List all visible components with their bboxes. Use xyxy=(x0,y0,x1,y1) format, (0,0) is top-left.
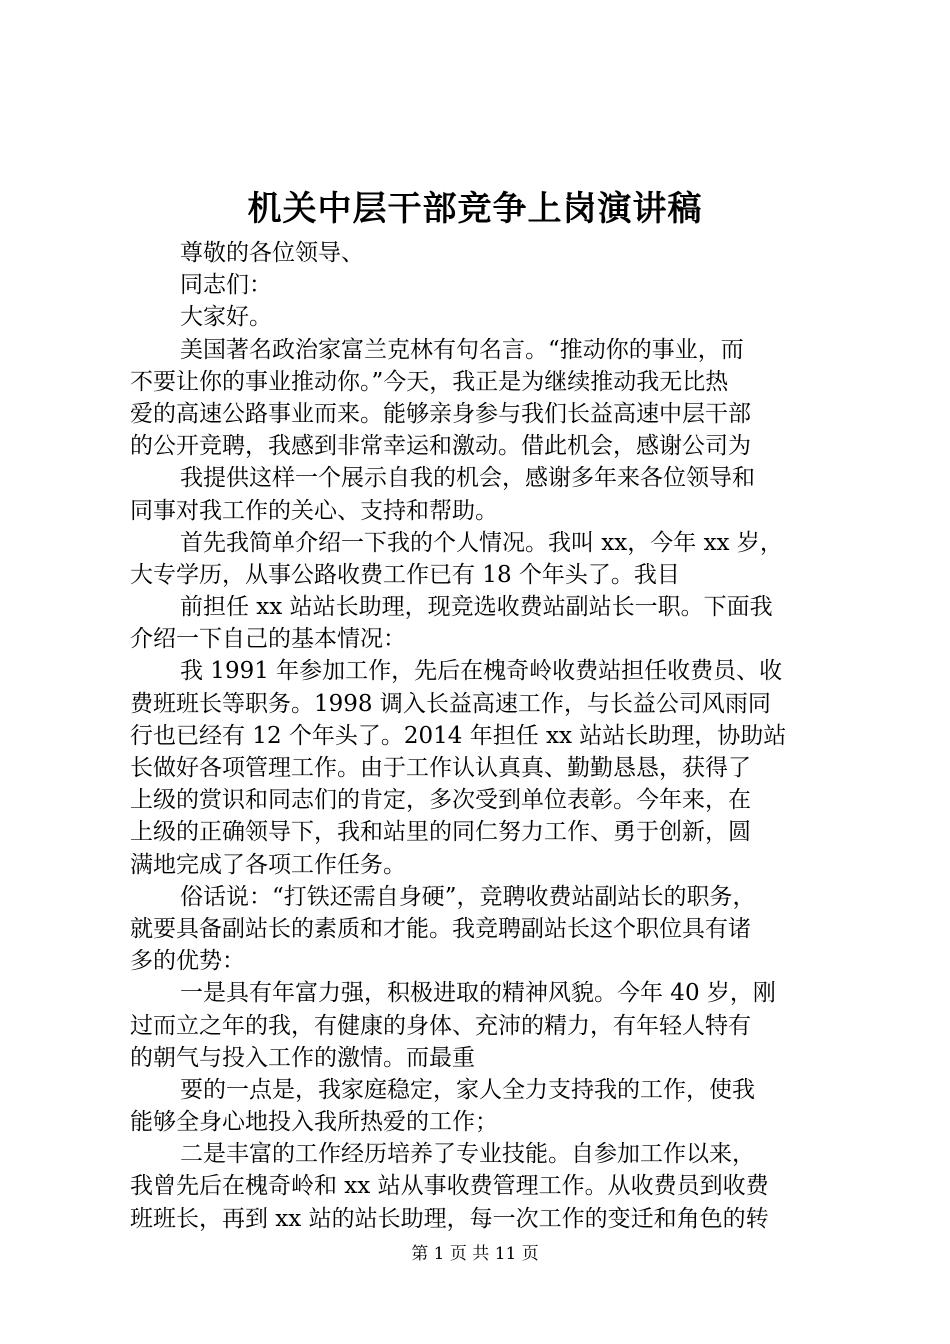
body-line: 俗话说：“打铁还需自身硬”，竞聘收费站副站长的职务， xyxy=(180,883,756,910)
body-line: 的朝气与投入工作的激情。而最重 xyxy=(130,1044,475,1071)
body-line: 过而立之年的我，有健康的身体、充沛的精力，有年轻人特有 xyxy=(130,1012,751,1039)
body-line: 同事对我工作的关心、支持和帮助。 xyxy=(130,497,498,524)
body-line: 一是具有年富力强，积极进取的精神风貌。今年 40 岁，刚 xyxy=(180,980,776,1007)
body-line: 班班长，再到 xx 站的站长助理，每一次工作的变迁和角色的转 xyxy=(130,1205,769,1232)
body-line: 长做好各项管理工作。由于工作认认真真、勤勤恳恳，获得了 xyxy=(130,755,751,781)
body-line: 介绍一下自己的基本情况： xyxy=(130,626,406,653)
body-line: 我 1991 年参加工作，先后在槐奇岭收费站担任收费员、收 xyxy=(180,658,783,685)
body-line: 我曾先后在槐奇岭和 xx 站从事收费管理工作。从收费员到收费 xyxy=(130,1173,769,1200)
body-line: 上级的正确领导下，我和站里的同仁努力工作、勇于创新，圆 xyxy=(130,819,751,846)
body-line: 不要让你的事业推动你。”今天，我正是为继续推动我无比热 xyxy=(130,368,729,395)
document-body xyxy=(130,237,830,1235)
body-line: 费班班长等职务。1998 调入长益高速工作，与长益公司风雨同 xyxy=(130,690,771,717)
body-line: 同志们： xyxy=(180,272,272,299)
page-footer: 第 1 页 共 11 页 xyxy=(411,1244,539,1264)
body-line: 多的优势： xyxy=(130,948,245,975)
body-line: 上级的赏识和同志们的肯定，多次受到单位表彰。今年来，在 xyxy=(130,787,751,814)
body-line: 美国著名政治家富兰克林有句名言。“推动你的事业，而 xyxy=(180,336,744,363)
body-line: 行也已经有 12 个年头了。2014 年担任 xx 站站长助理，协助站 xyxy=(130,722,787,749)
body-line: 大家好。 xyxy=(180,304,272,331)
body-line: 尊敬的各位领导、 xyxy=(180,240,364,266)
body-line: 爱的高速公路事业而来。能够亲身参与我们长益高速中层干部 xyxy=(130,400,751,427)
body-line: 前担任 xx 站站长助理，现竞选收费站副站长一职。下面我 xyxy=(180,594,773,621)
body-line: 满地完成了各项工作任务。 xyxy=(130,851,406,878)
body-line: 大专学历，从事公路收费工作已有 18 个年头了。我目 xyxy=(130,561,680,588)
body-line: 要的一点是，我家庭稳定，家人全力支持我的工作，使我 xyxy=(180,1076,755,1103)
body-line: 首先我简单介绍一下我的个人情况。我叫 xx，今年 xx 岁， xyxy=(180,529,783,556)
body-line: 我提供这样一个展示自我的机会，感谢多年来各位领导和 xyxy=(180,465,755,492)
body-line: 就要具备副站长的素质和才能。我竞聘副站长这个职位具有诸 xyxy=(130,915,751,942)
body-line: 二是丰富的工作经历培养了专业技能。自参加工作以来， xyxy=(180,1141,755,1168)
body-line: 的公开竞聘，我感到非常幸运和激动。借此机会，感谢公司为 xyxy=(130,433,751,460)
body-line: 能够全身心地投入我所热爱的工作； xyxy=(130,1109,498,1136)
document-title: 机关中层干部竞争上岗演讲稿 xyxy=(247,189,703,229)
